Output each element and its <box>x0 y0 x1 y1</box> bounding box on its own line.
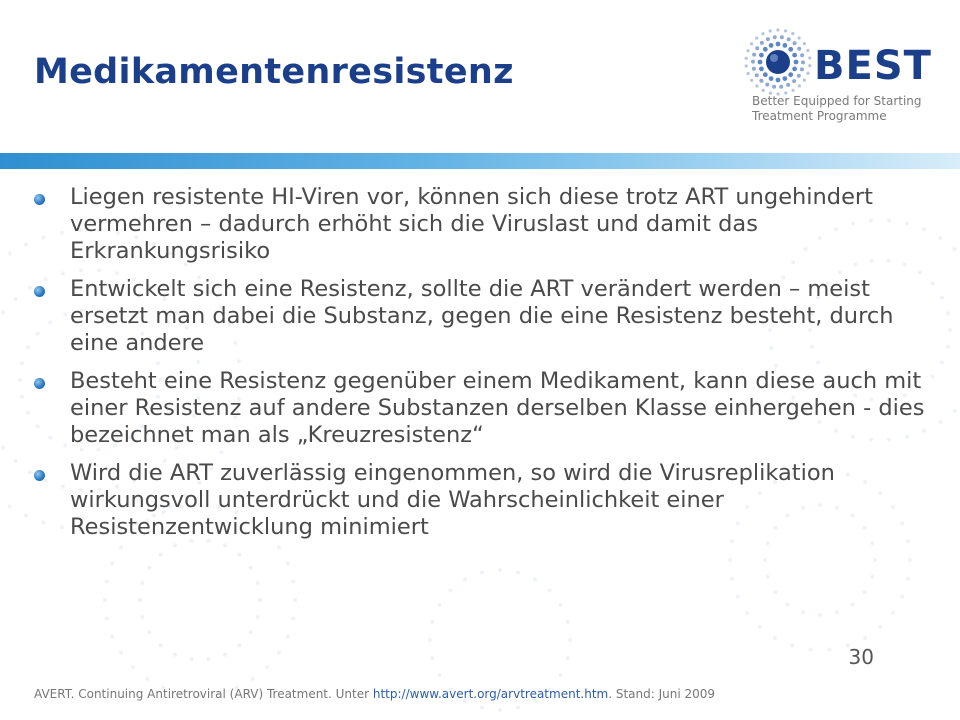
footer-suffix: . Stand: Juni 2009 <box>608 687 716 701</box>
bullet-text: Besteht eine Resistenz gegenüber einem Medikament, kann diese auch mit einer Resistenz auf andere Substanzen derselben Klasse einhergehen - dies bezeichnet man als „Kreuzresistenz“ <box>70 368 925 448</box>
logo-tagline-line1: Better Equipped for Starting <box>752 94 922 108</box>
header-divider-bar <box>0 153 960 169</box>
slide-number: 30 <box>848 645 874 669</box>
bullet-dot-icon <box>34 378 45 389</box>
footer-prefix: AVERT. Continuing Antiretroviral (ARV) Treatment. Unter <box>34 687 373 701</box>
footer-citation <box>34 687 715 701</box>
bullet-item <box>34 460 934 541</box>
bullet-text: Wird die ART zuverlässig eingenommen, so wird die Virusreplikation wirkungsvoll unterdrückt und die Wahrscheinlichkeit einer Resistenzentwicklung minimiert <box>70 460 835 540</box>
page-title: Medikamentenresistenz <box>34 52 514 92</box>
bullet-dot-icon <box>34 286 45 297</box>
bullet-item <box>34 184 934 265</box>
bullet-list <box>34 184 934 552</box>
logo-tagline <box>752 94 922 124</box>
bullet-dot-icon <box>34 194 45 205</box>
logo-dotted-globe-icon <box>744 18 816 98</box>
best-logo <box>744 18 934 128</box>
bullet-item <box>34 276 934 357</box>
bullet-item <box>34 368 934 449</box>
footer-source-link[interactable]: http://www.avert.org/arvtreatment.htm <box>372 687 609 701</box>
bullet-text: Liegen resistente HI-Viren vor, können sich diese trotz ART ungehindert vermehren – dadurch erhöht sich die Viruslast und damit das Erkrankungsrisiko <box>70 184 874 264</box>
logo-wordmark: BEST <box>814 43 932 89</box>
bullet-dot-icon <box>34 470 45 481</box>
logo-tagline-line2: Treatment Programme <box>752 109 887 123</box>
bullet-text: Entwickelt sich eine Resistenz, sollte die ART verändert werden – meist ersetzt man dabei die Substanz, gegen die eine Resistenz besteht, durch eine andere <box>70 276 894 356</box>
